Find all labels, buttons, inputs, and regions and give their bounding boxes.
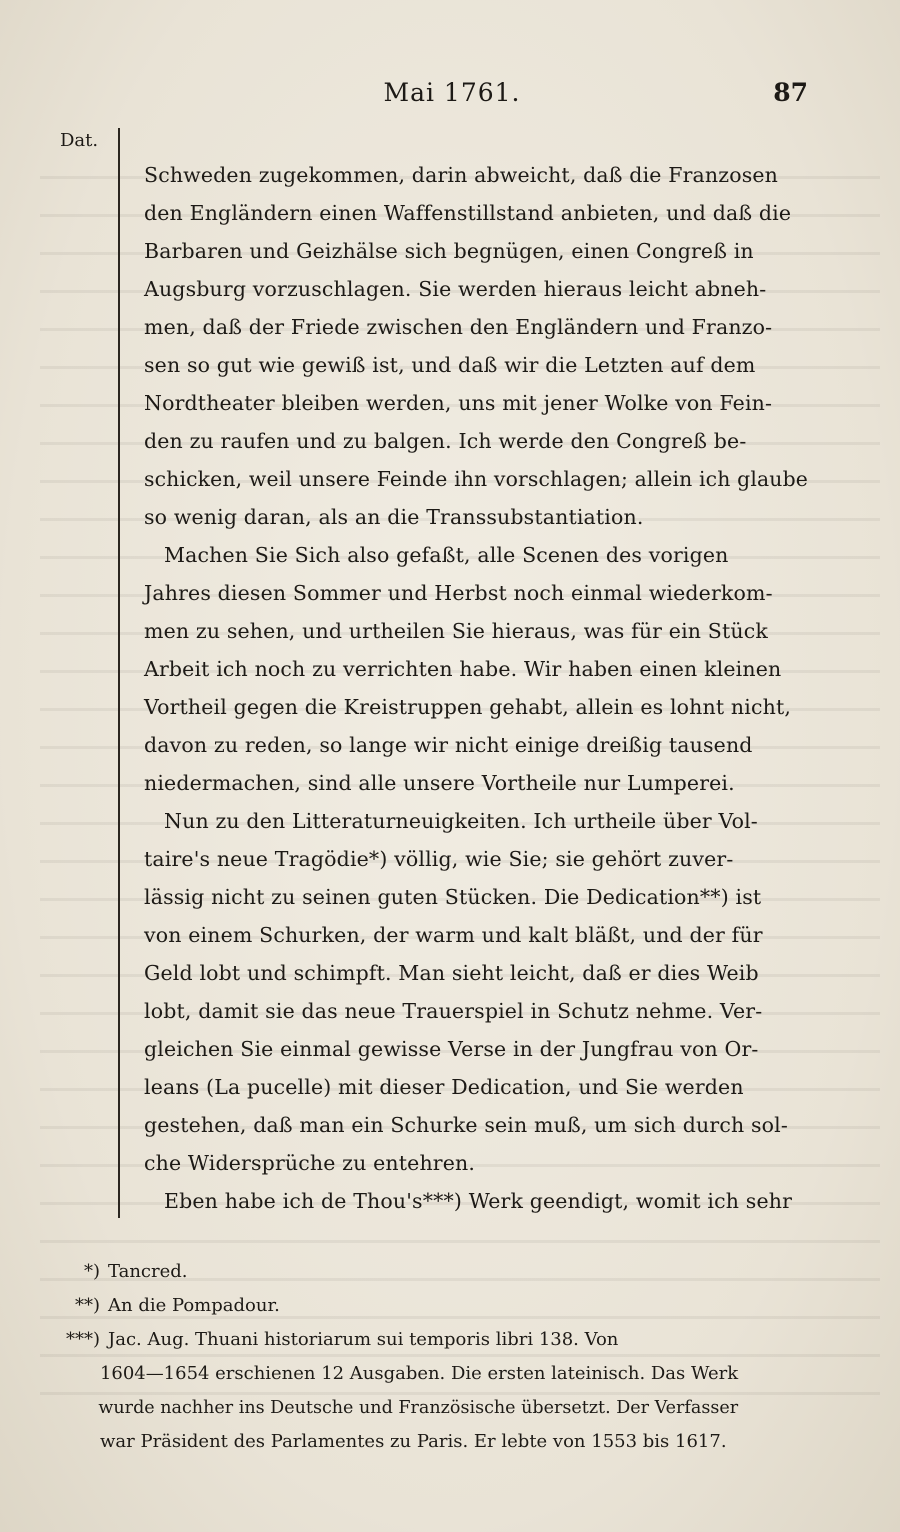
text-line: Eben habe ich de Thou's***) Werk geendigt, womit ich sehr (144, 1189, 793, 1213)
paragraph-1 (144, 156, 808, 536)
text-line: leans (La pucelle) mit dieser Dedication, und Sie werden (144, 1075, 744, 1099)
footnote-text: 1604—1654 erschienen 12 Ausgaben. Die ersten lateinisch. Das Werk (99, 1363, 739, 1384)
paragraph-4 (144, 1182, 808, 1220)
footnote-1 (46, 1255, 808, 1289)
text-line: davon zu reden, so lange wir nicht einige dreißig tausend (144, 733, 753, 757)
text-line: Geld lobt und schimpft. Man sieht leicht, daß er dies Weib (144, 961, 759, 985)
text-line: den Engländern einen Waffenstillstand anbieten, und daß die (144, 201, 792, 225)
paragraph-2 (144, 536, 808, 802)
text-line: Schweden zugekommen, darin abweicht, daß die Franzosen (144, 163, 779, 187)
text-line: von einem Schurken, der warm und kalt bläßt, und der für (144, 923, 763, 947)
text-line: Vortheil gegen die Kreistruppen gehabt, allein es lohnt nicht, (144, 695, 792, 719)
footnote-text: Jac. Aug. Thuani historiarum sui temporis libri 138. Von (108, 1329, 619, 1350)
text-line: den zu raufen und zu balgen. Ich werde den Congreß be- (144, 429, 747, 453)
footnotes (46, 1255, 808, 1459)
text-line: niedermachen, sind alle unsere Vortheile nur Lumperei. (144, 771, 735, 795)
text-line: men, daß der Friede zwischen den Engländern und Franzo- (144, 315, 773, 339)
footnote-2 (46, 1289, 808, 1323)
paragraph-3 (144, 802, 808, 1182)
text-line: so wenig daran, als an die Transsubstantiation. (144, 505, 644, 529)
footnote-marker: ***) (65, 1329, 100, 1350)
margin-rule (118, 128, 120, 1218)
text-line: Nordtheater bleiben werden, uns mit jener Wolke von Fein- (144, 391, 773, 415)
text-line: lobt, damit sie das neue Trauerspiel in Schutz nehme. Ver- (144, 999, 763, 1023)
text-line: Arbeit ich noch zu verrichten habe. Wir haben einen kleinen (144, 657, 782, 681)
text-line: Barbaren und Geizhälse sich begnügen, einen Congreß in (144, 239, 754, 263)
footnote-text: An die Pompadour. (108, 1295, 280, 1316)
footnote-marker: **) (74, 1295, 100, 1316)
margin-label-dat: Dat. (60, 130, 99, 151)
text-line: lässig nicht zu seinen guten Stücken. Die Dedication**) ist (144, 885, 762, 909)
body-text (144, 156, 808, 1220)
text-line: Machen Sie Sich also gefaßt, alle Scenen des vorigen (144, 543, 729, 567)
text-line: men zu sehen, und urtheilen Sie hieraus, was für ein Stück (144, 619, 768, 643)
footnote-marker: *) (83, 1261, 100, 1282)
text-line: taire's neue Tragödie*) völlig, wie Sie; sie gehört zuver- (144, 847, 734, 871)
text-line: Jahres diesen Sommer und Herbst noch einmal wiederkom- (144, 581, 773, 605)
text-line: che Widersprüche zu entehren. (144, 1151, 476, 1175)
page-number: 87 (773, 78, 808, 107)
text-line: gleichen Sie einmal gewisse Verse in der Jungfrau von Or- (144, 1037, 759, 1061)
text-line: Augsburg vorzuschlagen. Sie werden hieraus leicht abneh- (144, 277, 767, 301)
text-line: schicken, weil unsere Feinde ihn vorschlagen; allein ich glaube (144, 467, 808, 491)
running-head: Mai 1761. (383, 78, 521, 107)
text-line: Nun zu den Litteraturneuigkeiten. Ich urtheile über Vol- (144, 809, 758, 833)
text-line: gestehen, daß man ein Schurke sein muß, um sich durch sol- (144, 1113, 788, 1137)
text-line: sen so gut wie gewiß ist, und daß wir die Letzten auf dem (144, 353, 756, 377)
footnote-text: wurde nachher ins Deutsche und Französische übersetzt. Der Verfasser (98, 1397, 739, 1418)
footnote-text: Tancred. (108, 1261, 188, 1282)
page-header (96, 78, 808, 114)
footnote-3 (46, 1323, 808, 1357)
footnote-text: war Präsident des Parlamentes zu Paris. Er lebte von 1553 bis 1617. (100, 1431, 727, 1452)
